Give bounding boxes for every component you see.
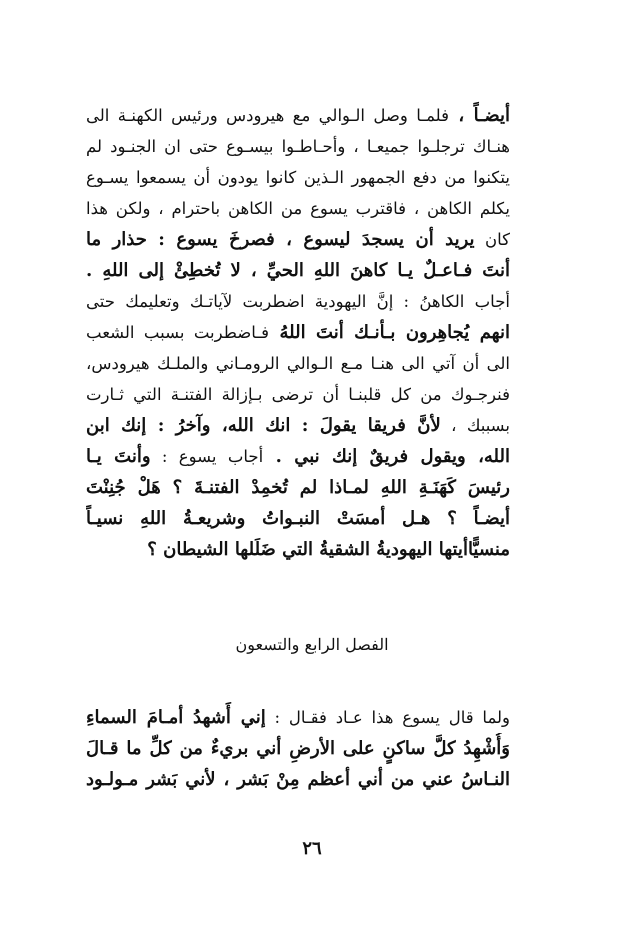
text-segment: كان: [474, 230, 510, 249]
text-line: [86, 534, 510, 565]
text-line: [86, 100, 510, 131]
text-segment: يتكنوا من دفع الجمهور الـذين كانوا يودون أن يسمعوا يسـوع: [86, 168, 510, 187]
text-line: [86, 379, 510, 410]
bold-text-segment: منسيًّاأيتها اليهوديةُ الشقيةُ التي ضَلَلها الشيطان ؟: [147, 539, 510, 560]
text-segment: أجاب الكاهنُ : إنَّ اليهودية اضطربت لآياتـك وتعليمك حتى: [86, 292, 510, 311]
bold-text-segment: يريد أن يسجدَ ليسوع ، فصرخَ يسوع : حذار ما: [86, 229, 475, 250]
text-line: [86, 441, 510, 472]
bold-text-segment: أيضـاً ؟ هـل أمسَتْ النبـواتُ وشريعـةُ اللهِ نسيـاً: [86, 508, 510, 529]
text-line: [86, 348, 510, 379]
text-line: [86, 255, 510, 286]
text-line: [86, 286, 510, 317]
bold-text-segment: انهم يُجاهِرون بـأنـك أنتَ اللهُ: [269, 322, 510, 343]
text-line: [86, 193, 510, 224]
text-segment: يكلم الكاهن ، فاقترب يسوع من الكاهن باحترام ، ولكن هذا: [86, 199, 510, 218]
text-segment: فـاضطربت بسبب الشعب: [86, 323, 270, 342]
chapter-heading: الفصل الرابع والتسعون: [235, 635, 389, 654]
text-segment: فنرجـوك من كل قلبنـا أن ترضى بـإزالة الفتنـة التي ثـارت: [86, 385, 510, 404]
text-segment: فلمـا وصل الـوالي مع هيرودس ورئيس الكهنـة الى: [86, 106, 449, 125]
text-segment: أجاب يسوع :: [150, 447, 264, 466]
text-line: [86, 702, 510, 733]
bold-text-segment: الله، ويقول فريقٌ إنك نبي .: [263, 446, 510, 467]
text-line: [86, 472, 510, 503]
section-two-text: [86, 702, 510, 795]
text-line: [86, 131, 510, 162]
text-line: [86, 162, 510, 193]
bold-text-segment: أنتَ فـاعـلٌ يـا كاهنَ اللهِ الحيِّ ، لا تُخطِئْ إلى اللهِ .: [86, 260, 510, 281]
bold-text-segment: وَأُشْهِدُ كلَّ ساكنٍ على الأرضِ أني بريءٌ من كلِّ ما قـالَ: [86, 738, 510, 759]
bold-text-segment: رئيسَ كَهَنَـةِ اللهِ لمـاذا لم تُخمِدْ الفتنـةَ ؟ هَلْ جُنِنْتَ: [86, 477, 510, 498]
bold-text-segment: لأنَّ فريقا يقولَ : انك الله، وآخرُ : إنك ابن: [86, 415, 441, 436]
text-line: [86, 224, 510, 255]
text-segment: بسببك ،: [440, 416, 510, 435]
text-segment: ولما قال يسوع هذا عـاد فقـال :: [265, 708, 510, 727]
text-line: [86, 410, 510, 441]
text-segment: الى أن آتي الى هنـا مـع الـوالي الرومـاني والملـك هيرودس،: [86, 354, 510, 373]
text-line: [86, 764, 510, 795]
text-line: [86, 317, 510, 348]
text-segment: هنـاك ترجلـوا جميعـا ، وأحـاطـوا بيسـوع حتى ان الجنـود لم: [86, 137, 510, 156]
bold-text-segment: أيضـاً ،: [449, 105, 510, 126]
page-number: ٢٦: [302, 838, 322, 859]
text-line: [86, 733, 510, 764]
text-line: [86, 503, 510, 534]
bold-text-segment: وأنتَ يـا: [86, 446, 151, 467]
section-one-text: [86, 100, 510, 565]
bold-text-segment: إني أَشهدُ أمـامَ السماءِ: [86, 707, 266, 728]
bold-text-segment: النـاسُ عني من أني أعظم مِنْ بَشر ، لأني بَشر مـولـود: [86, 769, 510, 790]
